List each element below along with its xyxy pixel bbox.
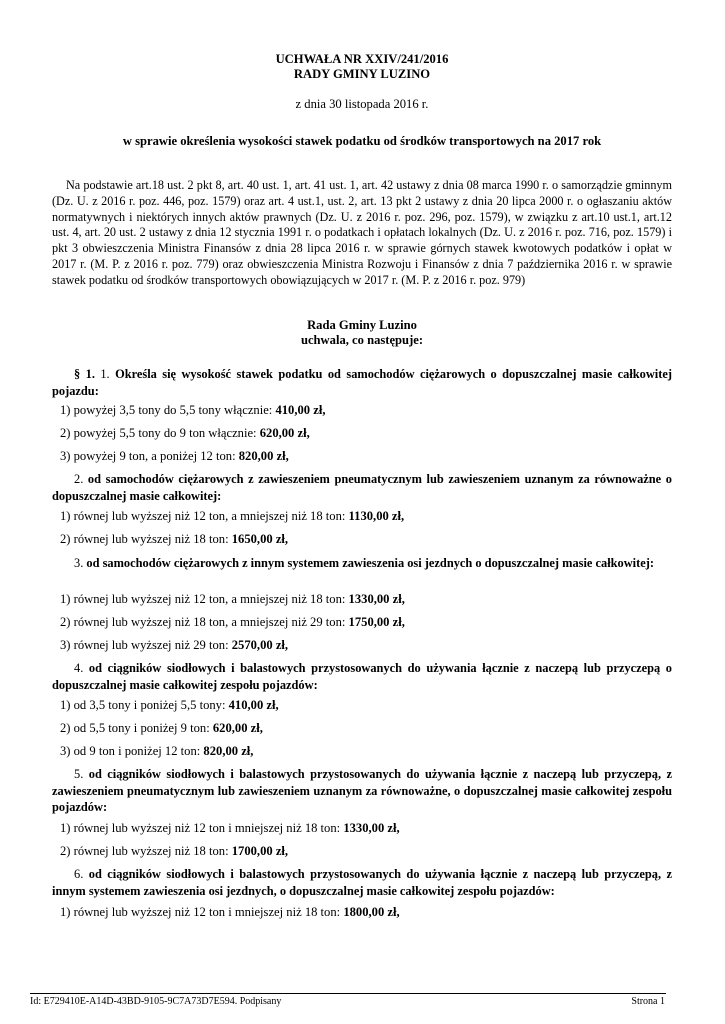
amount: 620,00 zł, xyxy=(259,426,310,440)
section-1-point-3 xyxy=(52,555,672,572)
list-item: 1) równej lub wyższej niż 12 ton, a mniejszej niż 18 ton: 1130,00 zł, xyxy=(60,509,405,523)
point-number: 3. xyxy=(74,556,87,570)
amount: 1330,00 zł, xyxy=(343,821,400,835)
amount: 2570,00 zł, xyxy=(231,638,289,652)
document-id: Id: E729410E-A14D-43BD-9105-9C7A73D7E594. Podpisany xyxy=(30,996,282,1007)
list-item: 1) równej lub wyższej niż 12 ton, a mniejszej niż 18 ton: 1330,00 zł, xyxy=(60,592,405,606)
amount: 1700,00 zł, xyxy=(231,844,289,858)
point-heading: od ciągników siodłowych i balastowych przystosowanych do używania łącznie z naczepą lub przyczepą, z innym systemem zawieszenia osi jezdnych, o dopuszczalnej masie całkowitej zespołu pojazdów: xyxy=(52,867,673,898)
amount: 1750,00 zł, xyxy=(348,615,405,629)
council-resolves: uchwala, co następuje: xyxy=(300,333,424,347)
list-item: 1) powyżej 3,5 tony do 5,5 tony włącznie: 410,00 zł, xyxy=(60,403,326,417)
amount: 820,00 zł, xyxy=(203,744,254,758)
footer-divider xyxy=(30,993,666,994)
section-mark: § 1. xyxy=(74,367,95,381)
section-1-point-4 xyxy=(52,660,672,693)
point-number: 1. xyxy=(94,367,116,381)
point-heading: Określa się wysokość stawek podatku od samochodów ciężarowych o dopuszczalnej masie całkowitej pojazdu: xyxy=(52,367,672,398)
point-heading: od ciągników siodłowych i balastowych przystosowanych do używania łącznie z naczepą lub przyczepą, z zawieszeniem pneumatycznym lub zawieszeniem uznanym za równoważne, o dopuszczalnej masie całkowitej zespołu pojazdów: xyxy=(52,767,673,814)
list-item: 3) równej lub wyższej niż 29 ton: 2570,00 zł, xyxy=(60,638,289,652)
amount: 620,00 zł, xyxy=(212,721,263,735)
list-item: 2) równej lub wyższej niż 18 ton: 1650,00 zł, xyxy=(60,532,289,546)
list-item: 3) powyżej 9 ton, a poniżej 12 ton: 820,00 zł, xyxy=(60,449,289,463)
section-1-point-5 xyxy=(52,766,672,816)
list-item: 2) od 5,5 tony i poniżej 9 ton: 620,00 zł, xyxy=(60,721,263,735)
page-number: Strona 1 xyxy=(631,996,665,1007)
point-number: 6. xyxy=(74,867,89,881)
list-item: 1) równej lub wyższej niż 12 ton i mniejszej niż 18 ton: 1330,00 zł, xyxy=(60,821,400,835)
list-item: 2) równej lub wyższej niż 18 ton: 1700,00 zł, xyxy=(60,844,289,858)
list-item: 1) od 3,5 tony i poniżej 5,5 tony: 410,00 zł, xyxy=(60,698,279,712)
point-number: 5. xyxy=(74,767,89,781)
point-heading: od samochodów ciężarowych z zawieszeniem pneumatycznym lub zawieszeniem uznanym za równoważne o dopuszczalnej masie całkowitej: xyxy=(52,472,672,503)
section-1-point-1 xyxy=(52,366,672,399)
point-number: 4. xyxy=(74,661,89,675)
amount: 1800,00 zł, xyxy=(343,905,400,919)
list-item: 1) równej lub wyższej niż 12 ton i mniejszej niż 18 ton: 1800,00 zł, xyxy=(60,905,400,919)
council-heading: Rada Gminy Luzino xyxy=(307,318,417,332)
resolution-subject: w sprawie określenia wysokości stawek podatku od środków transportowych na 2017 rok xyxy=(122,134,602,148)
resolution-date: z dnia 30 listopada 2016 r. xyxy=(295,97,429,111)
list-item: 2) równej lub wyższej niż 18 ton, a mniejszej niż 29 ton: 1750,00 zł, xyxy=(60,615,405,629)
preamble: Na podstawie art.18 ust. 2 pkt 8, art. 40 ust. 1, art. 41 ust. 1, art. 42 ustawy z dnia 08 marca 1990 r. o samorządzie gminnym (Dz. U. z 2016 r. poz. 446, poz. 1579) oraz art. 4 ust.1, ust. 2, art. 13 pkt 2 ustawy z dnia 20 lipca 2000 r. o ogłaszaniu aktów normatywnych i niektórych innych aktów prawnych (Dz. U. z 2016 r. poz. 296, poz. 1579), w związku z art.10 ust.1, art.12 ust. 4, art. 20 ust. 2 ustawy z dnia 12 stycznia 1991 r. o podatkach i opłatach lokalnych (Dz. U. z 2016 r. poz. 716, poz. 1579) i pkt 3 obwieszczenia Ministra Finansów z dnia 28 lipca 2016 r. w sprawie górnych stawek kwotowych podatków i opłat w 2017 r. (M. P. z 2016 r. poz. 779) oraz obwieszczenia Ministra Rozwoju i Finansów z dnia 7 października 2016 r. w sprawie stawek podatku od środków transportowych obowiązujących w 2017 r. (M. P. z 2016 r. poz. 979) xyxy=(52,178,672,287)
point-heading: od ciągników siodłowych i balastowych przystosowanych do używania łącznie z naczepą lub przyczepą o dopuszczalnej masie całkowitej zespołu pojazdów: xyxy=(52,661,673,692)
section-1-point-6 xyxy=(52,866,672,899)
amount: 820,00 zł, xyxy=(238,449,289,463)
amount: 410,00 zł, xyxy=(275,403,326,417)
point-number: 2. xyxy=(74,472,88,486)
list-item: 2) powyżej 5,5 tony do 9 ton włącznie: 620,00 zł, xyxy=(60,426,310,440)
council-name-title: RADY GMINY LUZINO xyxy=(293,67,431,81)
amount: 1650,00 zł, xyxy=(231,532,289,546)
amount: 1330,00 zł, xyxy=(348,592,405,606)
amount: 1130,00 zł, xyxy=(348,509,405,523)
amount: 410,00 zł, xyxy=(228,698,279,712)
section-1-point-2 xyxy=(52,471,672,504)
resolution-title: UCHWAŁA NR XXIV/241/2016 xyxy=(275,52,449,66)
list-item: 3) od 9 ton i poniżej 12 ton: 820,00 zł, xyxy=(60,744,254,758)
point-heading: od samochodów ciężarowych z innym systemem zawieszenia osi jezdnych o dopuszczalnej masie całkowitej: xyxy=(86,556,654,570)
